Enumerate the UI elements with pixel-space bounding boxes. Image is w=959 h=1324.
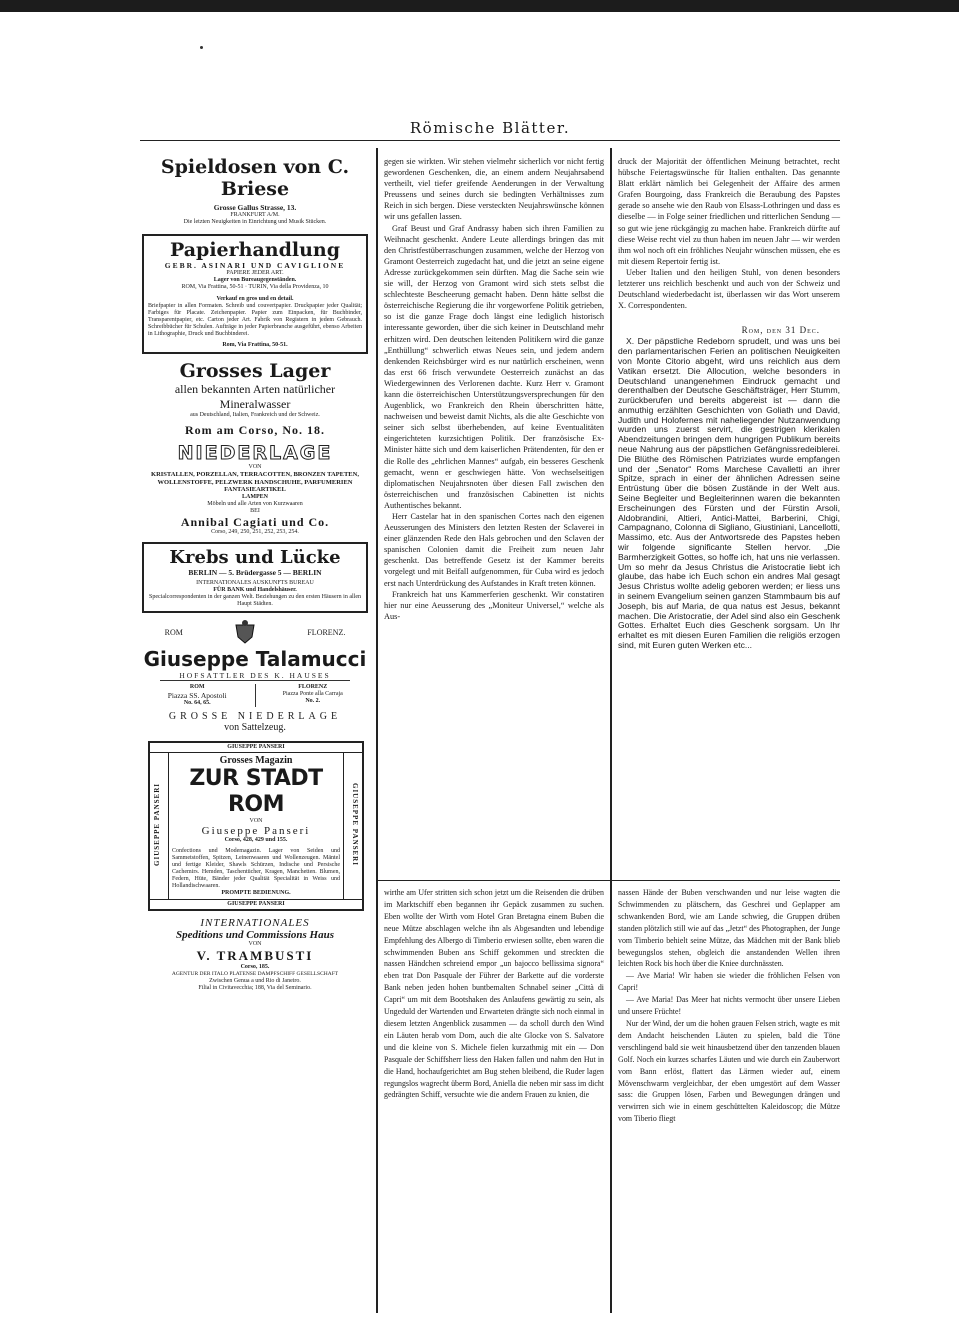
- ad-corso: Corso, 185.: [240, 963, 270, 970]
- paragraph: Ueber Italien und den heiligen Stuhl, von denen besonders letzterer uns reichlich beschenkt und auch von der Schweiz und Deutschland wiederbedacht ist, überlassen wir das Wort unserem X. Correspondenten.: [618, 267, 840, 311]
- ad-footer: von Sattelzeug.: [224, 721, 286, 733]
- ad-agentur: AGENTUR DER ITALO PLATENSE DAMPFSCHIFF GESELLSCHAFT: [171, 970, 339, 977]
- feuilleton-text: [618, 887, 840, 1125]
- ad-corso: Corso, 428, 429 und 155.: [224, 836, 288, 843]
- feuilleton-text: [384, 887, 604, 1101]
- masthead: Römische Blätter.: [409, 119, 571, 137]
- ad-footer: Rom, Via Frattina, 50-51.: [222, 342, 288, 348]
- ad-von: VON: [248, 464, 262, 470]
- section-rule: [612, 880, 840, 881]
- advertisements-column: [140, 150, 370, 992]
- ad-city-florenz: FLORENZ.: [307, 628, 346, 637]
- ad-title: ZUR STADT ROM: [189, 765, 323, 817]
- ad-sub: Speditions und Commissions Haus: [175, 928, 335, 941]
- article-column-3-bottom: [618, 887, 840, 1125]
- section-rule: [378, 880, 610, 881]
- ad-name: Giuseppe Panseri: [201, 824, 311, 837]
- ad-side-label: GIUSEPPE PANSERI: [351, 782, 359, 866]
- dateline: Rom, den 31 Dec.: [741, 325, 820, 336]
- ad-mineralwasser: [140, 360, 370, 438]
- ad-footer: GROSSE NIEDERLAGE: [168, 710, 342, 722]
- masthead-rule: [140, 140, 840, 141]
- crest-icon: [232, 619, 258, 647]
- ad-panseri-body: [168, 753, 344, 899]
- ad-branch-addr: Piazza Ponte alla Carraja: [282, 690, 343, 697]
- ad-von: VON: [249, 817, 263, 824]
- ad-name: V. TRAMBUSTI: [196, 947, 314, 963]
- ad-title: Spieldosen von C. Briese: [160, 156, 350, 200]
- ad-branch-rom: [140, 684, 256, 707]
- paragraph: druck der Majorität der öffentlichen Meinung betrachtet, recht hübsche Feiertagswünsche für Italien enthalten. Das genannte Blatt erklärt nämlich bei Gelegenheit der Affaire des armen Grafen Bourgoing, dass Frankreich die Beraubung des Papstes gerade so ansehe wie den Raub von Elsass-Lothringen und dass es dieselbe — in Folge seiner friedlichen und ritterlichen Sendung — so gut wie jene rückgängig zu machen habe. Frankreich dürfte auf diese Weise recht viel zu thun haben im neuen Jahr — wir werden ihm wol noch oft ein fröhliches Neujahr wünschen müssen, ehe es mit diesem Repertoir fertig ist.: [618, 157, 840, 266]
- article-column-2-top: [384, 156, 604, 622]
- ink-spot: [200, 46, 203, 49]
- ad-bottom: GIUSEPPE PANSERI: [150, 899, 362, 909]
- ad-city: FRANKFURT A/M.: [230, 212, 280, 218]
- ad-title: Grosses Lager: [179, 360, 331, 382]
- ad-spieldosen: [140, 156, 370, 226]
- paragraph: nassen Hände der Buben verschwanden und nur leise wagten die Schwimmenden zu plätschern, das Geschrei und Geplapper am schwankenden Bord, wie am Lande schwieg, die Gruppen drüben standen plötzlich still wie auf das „Jetzt“ des Photographen, der Junge vom Timberio behielt seine Mütze, das Mädchen mit der Bank blieb bewegungslos stehen, obgleich die anstandenden Wellen ihren leichten Rock bis hoch über die Kniee durchnässten.: [618, 888, 840, 969]
- ad-bei: BEI: [250, 507, 260, 514]
- ad-lager: Lager von Bureaugegenständen.: [213, 277, 297, 283]
- article-column-2-bottom: [384, 887, 604, 1101]
- paragraph: gegen sie wirkten. Wir stehen vielmehr sicherlich vor nicht fertig gewordenen Geschenken, die, an einem andern Neujahrsabend vertheilt, viel tiefer greifende Aenderungen in der Verwaltung Preussens und seines durch sie bedingten Verhältnisses zum Reich in sich bergen. Diese versteckten Neujahrswünsche können wir uns gefallen lassen.: [384, 157, 604, 222]
- ad-prompt: PROMPTE BEDIENUNG.: [221, 889, 291, 896]
- ad-address: Grosse Gallus Strasse, 13.: [213, 203, 297, 212]
- ad-moebel: Möbeln und alle Arten von Kurzwaaren: [207, 500, 303, 507]
- ad-branch-no: No. 64, 65.: [183, 699, 211, 706]
- ad-sub: PAPIERE JEDER ART.: [226, 270, 284, 276]
- ad-footer: Rom am Corso, No. 18.: [185, 423, 325, 437]
- ad-von: VON: [248, 940, 262, 947]
- ad-body: Confections und Modemagazin. Lager von Seiden und Sammetstoffen, Spitzen, Leinenwaaren und Wollenzeugen. Mäntel und fertige Kleider, Shawls Schürzen, Indische und Persische Cachemirs. Hemden, Taschentücher, Kragen, Manchetten. Blumen, Federn, Hüte, Bänder jeder Qualität Specialität in Weiss und Hollandischwaaren.: [172, 847, 340, 889]
- ad-niederlage: [140, 442, 370, 536]
- ad-lampen: LAMPEN: [242, 493, 268, 500]
- ad-branch-florenz: [256, 684, 371, 707]
- ad-bureau: INTERNATIONALES AUSKUNFTS BUREAU: [196, 579, 314, 586]
- paragraph: — Ave Maria! Das Meer hat nichts vermocht über unsere Lieben und unsere Früchte!: [618, 995, 840, 1017]
- paragraph: wirthe am Ufer stritten sich schon jetzt um die Reisenden die drüben im Marktschiff eben begannen ihr Gepäck zusammen zu suchen. Eben wollte der Wirth vom Hotel Gran Bretagna einem Buben die neue Mütze abschlagen welche ihn als Abgesandten und lebendige Empfehlung des Albergo di Timberio erwiesen sollte, eben waren die schwimmenden Buben ans Schiff gekommen und streckten die nassen Händchen schreiend empor „un bajocco bellissima signora“ eben trat Don Pasquale der Führer der Barkette auf die vorderste Bank neben jeden hohen buntbemalten Schnabel seiner „Città di Capri“ um mit dem Bootshaken des Anlaufens gewärtig zu sein, als Ungeduld der Wartenden und Erwarteten drängte sich noch einmal in diesem letzten Angenblick zusammen — da scholl durch den Wind ein Läuten herab vom Dom, auch die alte Glocke von S. Salvatore und die kleine von S. Michele fielen kurzathmig mit ein — Don Pasquale der Schiffsherr liess den Haken fallen und nahm den Hut in die Hand, hochaufgerichtet am Bug stehen bleibend, die Ruder lagen regungslos wagrecht überm Bord, Aniella die neben mir sass im dicht gedrängten Schiff, versuchte wie die andern Frauen zu knien, die: [384, 888, 604, 1100]
- correspondence-text: [618, 337, 840, 651]
- ad-line: aus Deutschland, Italien, Frankreich und der Schweiz.: [190, 412, 320, 418]
- ad-items: KRISTALLEN, PORZELLAN, TERRACOTTEN, BRONZEN TAPETEN, WOLLENSTOFFE, PELZWERK HANDSCHUHE, PARFUMERIEN FANTASIEARTIKEL: [151, 471, 359, 493]
- ad-line: Mineralwasser: [219, 397, 291, 411]
- article-text: [384, 156, 604, 622]
- ad-city-rom: ROM: [164, 628, 183, 637]
- ad-branch-addr: Piazza SS. Apostoli: [167, 690, 227, 700]
- ad-branch-city: FLORENZ: [298, 683, 328, 690]
- column-rule-1: [376, 148, 378, 1313]
- ad-line: Filial in Civitavecchia; 188, Via del Seminario.: [198, 984, 312, 991]
- ad-branch-no: No. 2.: [305, 697, 321, 704]
- paragraph: — Ave Maria! Wir haben sie wieder die fröhlichen Felsen von Capri!: [618, 971, 840, 993]
- ad-krebs-luecke: [142, 542, 368, 613]
- ad-line: allen bekannten Arten natürlicher: [174, 382, 336, 396]
- ad-verkauf: Verkauf en gros und en detail.: [216, 296, 294, 302]
- ad-papierhandlung: [142, 234, 368, 354]
- ad-panseri: [148, 741, 364, 911]
- ad-title: NIEDERLAGE: [177, 442, 333, 464]
- ad-branch-city: ROM: [189, 683, 205, 690]
- ad-address: Corso, 249, 250, 251, 252, 253, 254.: [211, 528, 299, 535]
- paragraph: Graf Beust und Graf Andrassy haben sich ihren Familien zu Weihnacht geschenkt. Andere Leute allerdings bringen das mit den Christfestüberraschungen zusammen, welche der Herzog von Gramont Oesterreich zugedacht hat, und die jetzt an seine eigene Adresse zurückgekommen sein dürften. Mag die Sache sein wie sie will, der Herzog von Gramont wird sich stets selbst die schlechteste Bescheerung gemacht haben. Denn hätte selbst die österreichische Regierung die ihr vorgeworfene Politik getrieben, so ist die ganze Frage doch längst eine lediglich historisch interessante geworden, über die sich keiner in Deutschland mehr erhitzen wird. Den deutschen leitenden Politikern wird die ganze „Enthüllung“ schwerlich etwas Neues sein, und jedem andern denkenden Reichsbürger wird es nur natürlich erscheinen, wenn das erst 66 frisch verwundete Oesterreich zunächst an das Wiedergewinnen des Verlorenen dachte. Kurz Herr v. Gramont kann die österreichischen Unterstützungsversprechungen für den Augenblick, wo Frankreich den Rhein überschritten hätte, nachweisen und beweist damit Nichts, als die alte Geschichte von seiner sich selbst überhebenden, auf keine Eventualitäten eingerichteten kurzsichtigen Politik. Der französische Ex-Minister hätte sich und dem kaiserlichen Prätendenten, für den er die Rolle des „ehrlichen Mannes“ aufgab, ein besseres Geschenk gemacht, wenn er geschwiegen hätte. Von wechselseitigen diplomatischen Neujahrsnoten über diesen Fall zwischen den österreichischen und französischen Cabinetten ist nichts Authentisches bekannt.: [384, 223, 604, 510]
- ad-berlin: BERLIN — 5. Brüdergasse 5 — BERLIN: [188, 567, 322, 577]
- paragraph: Herr Castelar hat in den spanischen Cortes nach den eigenen Aeusserungen des Ministers den letzten Resten der Sclaverei in einer glänzenden Rede den Hals gebrochen und den Sclaven der spanischen Colonien damit die Freiheit zum neuen Jahr geschenkt. Das betreffende Gesetz ist der Kammer bereits vorgelegt und mit Beifall aufgenommen, für Cuba wird es jedoch erst nach Unterdrückung des Aufstandes in Kraft treten können.: [384, 512, 604, 588]
- ad-trambusti: [140, 917, 370, 992]
- ad-note: Die letzten Neuigkeiten in Einrichtung und Musik Stücken.: [183, 219, 327, 225]
- ad-talamucci: [140, 619, 370, 733]
- ad-body: Briefpapier in allen Formaten. Schreib und couvertpapier. Druckpapier jeder Qualität; Farbiges für Placate. Zeichenpapier. Papier zum Einpacken, für Buchbinder, Transparentpapier, etc. Carton jeder Art. Fabrik von Registern in jedem Gebrauch. Schreibbücher für Schulen. Aufträge in jeder Papierbranche ausgeführt, ebenso Arbeiten in Lithographie, Druck und Buchbinderei.: [148, 303, 362, 337]
- ad-note: Specialcorrespondenten in der ganzen Welt. Beziehungen zu den ersten Häusern in allen Haupt Städten.: [149, 593, 361, 607]
- ad-hof: HOFSATTLER DES K. HAUSES: [160, 671, 350, 681]
- paragraph: X. Der päpstliche Redeborn sprudelt, und was uns bei den parlamentarischen Ferien an politischen Neuigkeiten von Monte Citorio abgeht, wird uns reichlich aus dem Vatikan ersetzt. Die Allocution, welche besonders in Deutschland unangenehmen Eindruck gemacht und derenthalben der Deutsche Geschäftsträger, Herr Stumm, zurückberufen und bereits abgereist ist — dann die anmuthig erzählten Geschichten von Goliath und David, Judith und Holofernes mit naheliegender Nutzanwendung wurden uns zuerst servirt, die gestrigen klerikalen Abendzeitungen bringen dem hungrigen Publikum bereits neue Nahrung aus der päpstlichen Gefängnissredeiblerei. Die Blüthe des Römischen Patriziates wurde empfangen und der „Senator“ Roms Marchese Cavalletti an ihrer Spitze, sprach in einer der ähnlichen Adressen seine Entrüstung über die bösen Zustände in der Welt aus. Seine Begleiter und Begleiterinnen waren die bekannten Erscheinungen des Fürsten und der Fürstin Arsoli, Aldobrandini, Altieri, Antici-Mattei, Barberini, Chigi, Campagnano, Colonna di Sigliano, Giustiniani, Lancellotti, Massimo, etc. Aus der Antwortsrede des Papstes heben wir folgende significante Stellen hervor. „Die Barmherzigkeit Gottes, so hoffe ich, hat uns nie verlassen. Um so mehr da Jesus Christus die Aristocratie liebt ich glaube, das habe ich Euch schon ein andres Mal gesagt Jesus Christus wollte adelig geboren werden; er liess uns in seinem Evangelium seinen ganzen Stammbaum bis auf Joseph, bis auf Maria, de qua natus est Jesus, bekannt machen. Die Aristocratie, der Adel sind also ein Geschenk Gottes. Erhaltet Euch dies Geschenk sorgsam. Un Ihr erhaltet es mit diesen Euren Familien die religiös erzogen sind, mit Euren guten Werken etc...: [618, 336, 840, 651]
- ad-fuer: FÜR BANK und Handelshäuser.: [213, 586, 297, 593]
- article-column-3-top: [618, 156, 840, 651]
- ad-branches: [140, 684, 370, 707]
- ad-address: ROM, Via Frattina, 50-51 · TURIN, Via della Providenza, 10: [181, 284, 329, 290]
- ad-name: Giuseppe Talamucci: [143, 646, 367, 671]
- article-text: [618, 156, 840, 311]
- ad-firm: GEBR. ASINARI UND CAVIGLIONE: [164, 261, 346, 270]
- ad-side-label: GIUSEPPE PANSERI: [153, 782, 161, 866]
- paragraph: Frankreich hat uns Kammerferien geschenkt. Wir constatiren hier nur eine Aeusserung des „Moniteur Universel,“ welche als Aus-: [384, 589, 604, 621]
- ad-grosses: Grosses Magazin: [219, 754, 293, 766]
- paragraph: Nur der Wind, der um die hohen grauen Felsen strich, wagte es mit dem Andacht heischenden Läuten zu spielen, bald die Töne verschlingend bald sie weit hinausbetzend über den tanzenden blauen Golf. Noch ein kurzes scharfes Läuten und wie durch ein Zauberwort vom Bann erlöst, flattert das Lärmen wieder auf, einem Mövenschwarm vergleichbar, der eben umgestört auf dem Wasser sass: die Gruppen lösen, Farben und Bewegungen drängen und verwirren sich wie in einem geschüttelten Kaleidoscop; die Mütze vom Tiberio fliegt: [618, 1018, 840, 1124]
- ad-title: Papierhandlung: [169, 239, 341, 261]
- page-top-edge: [0, 0, 959, 12]
- ad-cities: [140, 619, 370, 647]
- ad-firm: Annibal Cagiati und Co.: [180, 514, 330, 529]
- ad-title: INTERNATIONALES: [200, 916, 310, 929]
- ad-top: GIUSEPPE PANSERI: [150, 743, 362, 753]
- ad-line: Zwischen Genua a und Rio di Janeiro.: [209, 977, 301, 984]
- column-rule-2: [610, 148, 612, 1313]
- ad-title: Krebs und Lücke: [169, 546, 341, 568]
